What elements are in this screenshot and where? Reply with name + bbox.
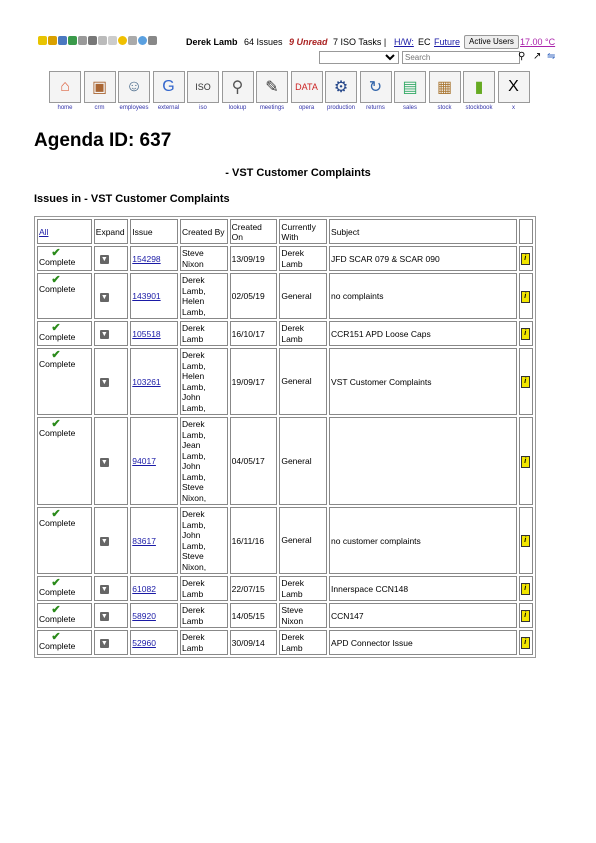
status-icons	[38, 36, 157, 45]
info-icon[interactable]: i	[521, 376, 530, 388]
toolbar-item-lookup[interactable]	[221, 71, 255, 111]
column-header-currently-with: Currently With	[279, 219, 327, 244]
stock-icon: ▦	[429, 71, 461, 103]
check-icon: ✔	[51, 508, 61, 520]
info-icon[interactable]: i	[521, 253, 530, 265]
sales-icon: ▤	[394, 71, 426, 103]
check-icon: ✔	[51, 349, 61, 361]
info-cell[interactable]	[519, 321, 533, 346]
expand-cell[interactable]	[94, 630, 129, 655]
search-scope-select[interactable]	[319, 51, 399, 64]
column-header-issue: Issue	[130, 219, 178, 244]
check-icon: ✔	[51, 631, 61, 643]
network-icon[interactable]: ⇋	[547, 51, 556, 62]
lookup-icon: ⚲	[222, 71, 254, 103]
status-label: Complete	[39, 641, 76, 651]
currently-with-cell: Steve Nixon	[279, 603, 327, 628]
issues-count[interactable]: 64 Issues	[244, 37, 283, 47]
toolbar-item-production[interactable]	[324, 71, 358, 111]
expand-cell[interactable]	[94, 246, 129, 271]
created-by-cell: Derek Lamb, Jean Lamb, John Lamb, Steve Nixon,	[180, 417, 228, 505]
expand-down-icon[interactable]: ▼	[100, 293, 108, 301]
home-icon: ⌂	[49, 71, 81, 103]
calendar-icon[interactable]	[98, 36, 107, 45]
info-icon[interactable]: i	[521, 610, 530, 622]
status-cell	[37, 603, 92, 628]
created-on-cell: 13/09/19	[230, 246, 278, 271]
globe-icon[interactable]	[68, 36, 77, 45]
subject-cell: JFD SCAR 079 & SCAR 090	[329, 246, 517, 271]
issue-link[interactable]: 52960	[132, 637, 156, 648]
expand-down-icon[interactable]: ▼	[100, 458, 108, 466]
info-cell[interactable]	[519, 630, 533, 655]
document-icon[interactable]	[108, 36, 117, 45]
check-icon: ✔	[51, 274, 61, 286]
column-header-info	[519, 219, 533, 244]
expand-down-icon[interactable]: ▼	[100, 379, 108, 386]
issue-link[interactable]: 58920	[132, 610, 156, 621]
toolbar-item-stock[interactable]	[428, 71, 462, 111]
issue-cell	[130, 630, 178, 655]
created-on-cell: 22/07/15	[230, 576, 278, 601]
subject-cell: VST Customer Complaints	[329, 348, 517, 415]
toolbar-item-external[interactable]	[152, 71, 186, 111]
issue-link[interactable]: 103261	[132, 376, 161, 387]
info-cell[interactable]	[519, 273, 533, 319]
table-row	[37, 246, 533, 271]
smiley-icon[interactable]	[118, 36, 127, 45]
expand-down-icon[interactable]: ▼	[100, 640, 108, 647]
info-cell[interactable]	[519, 507, 533, 574]
subject-cell	[329, 417, 517, 505]
issues-table	[34, 216, 536, 658]
column-header-subject: Subject	[329, 219, 517, 244]
toolbar-label: meetings	[259, 105, 285, 111]
currently-with-cell: Derek Lamb	[279, 576, 327, 601]
created-by-cell: Derek Lamb	[180, 576, 228, 601]
currently-with-cell: General	[279, 273, 327, 319]
created-on-cell: 16/11/16	[230, 507, 278, 574]
table-row	[37, 348, 533, 415]
table-row	[37, 273, 533, 319]
info-cell[interactable]	[519, 417, 533, 505]
table-row	[37, 321, 533, 346]
top-status-bar	[0, 35, 596, 49]
cloud-icon[interactable]	[138, 36, 147, 45]
check-icon: ✔	[51, 322, 61, 334]
subject-cell: Innerspace CCN148	[329, 576, 517, 601]
status-label: Complete	[39, 284, 76, 294]
all-link[interactable]: All	[39, 226, 49, 237]
tool-icon[interactable]	[128, 36, 137, 45]
created-on-cell: 14/05/15	[230, 603, 278, 628]
iso-icon: ISO	[187, 71, 219, 103]
issue-link[interactable]: 143901	[132, 291, 161, 301]
search-input[interactable]	[402, 51, 520, 64]
info-cell[interactable]	[519, 246, 533, 271]
created-by-cell: Derek Lamb, Helen Lamb,	[180, 273, 228, 319]
status-label: Complete	[39, 257, 76, 267]
issue-link[interactable]: 94017	[132, 456, 156, 466]
currently-with-cell: Derek Lamb	[279, 630, 327, 655]
status-label: Complete	[39, 614, 76, 624]
status-cell	[37, 576, 92, 601]
temperature-link[interactable]: 17.00 °C	[520, 37, 556, 47]
expand-cell[interactable]	[94, 348, 129, 415]
table-row	[37, 507, 533, 574]
issue-cell	[130, 273, 178, 319]
info-icon[interactable]: i	[521, 583, 530, 595]
issue-cell	[130, 576, 178, 601]
status-cell	[37, 507, 92, 574]
upload-icon[interactable]	[148, 36, 157, 45]
subject-cell: APD Connector Issue	[329, 630, 517, 655]
production-icon: ⚙	[325, 71, 357, 103]
info-cell[interactable]	[519, 576, 533, 601]
expand-cell[interactable]	[94, 417, 129, 505]
toolbar-label: returns	[366, 105, 385, 111]
column-header-all[interactable]	[37, 219, 92, 244]
currently-with-cell: Derek Lamb	[279, 246, 327, 271]
status-label: Complete	[39, 428, 76, 438]
current-user: Derek Lamb	[186, 37, 238, 47]
x-icon: X	[498, 71, 530, 103]
meetings-icon: ✎	[256, 71, 288, 103]
toolbar-item-iso[interactable]	[186, 71, 220, 111]
toolbar-label: lookup	[228, 105, 247, 111]
crm-icon: ▣	[84, 71, 116, 103]
check-icon: ✔	[51, 577, 61, 589]
toolbar-item-employees[interactable]	[117, 71, 151, 111]
table-header-row	[37, 219, 533, 244]
expand-down-icon[interactable]: ▼	[100, 538, 108, 545]
warning-icon[interactable]	[38, 36, 47, 45]
external-link-icon[interactable]: ↗	[533, 51, 542, 62]
status-label: Complete	[39, 518, 76, 528]
status-cell	[37, 348, 92, 415]
created-on-cell: 02/05/19	[230, 273, 278, 319]
active-users-button[interactable]: Active Users	[464, 35, 519, 49]
status-cell	[37, 273, 92, 319]
issue-cell	[130, 321, 178, 346]
expand-down-icon[interactable]: ▼	[100, 613, 108, 620]
returns-icon: ↻	[360, 71, 392, 103]
column-header-created-by: Created By	[180, 219, 228, 244]
created-by-cell: Derek Lamb	[180, 630, 228, 655]
created-by-cell: Derek Lamb, Helen Lamb, John Lamb,	[180, 348, 228, 415]
toolbar-label: employees	[119, 105, 149, 111]
expand-down-icon[interactable]: ▼	[100, 256, 108, 263]
expand-cell[interactable]	[94, 603, 129, 628]
status-cell	[37, 630, 92, 655]
column-header-expand: Expand	[94, 219, 129, 244]
issue-link[interactable]: 154298	[132, 253, 161, 264]
issue-link[interactable]: 83617	[132, 535, 156, 546]
currently-with-cell: Derek Lamb	[279, 321, 327, 346]
employees-icon: ☺	[118, 71, 150, 103]
created-on-cell: 19/09/17	[230, 348, 278, 415]
toolbar-label: stock	[437, 105, 452, 111]
toolbar-item-stockbook[interactable]	[462, 71, 496, 111]
info-icon[interactable]: i	[521, 637, 530, 649]
currently-with-cell: General	[279, 348, 327, 415]
issue-link[interactable]: 105518	[132, 328, 161, 339]
column-header-created-on: Created On	[230, 219, 278, 244]
issue-cell	[130, 603, 178, 628]
status-label: Complete	[39, 332, 76, 342]
toolbar-label: opera	[298, 105, 315, 111]
table-row	[37, 603, 533, 628]
issues-heading: Issues in - VST Customer Complaints	[34, 193, 230, 205]
status-label: Complete	[39, 587, 76, 597]
currently-with-cell: General	[279, 417, 327, 505]
table-row	[37, 630, 533, 655]
issue-cell	[130, 246, 178, 271]
toolbar-label: stockbook	[465, 105, 493, 111]
search-icon[interactable]: ⚲	[518, 51, 526, 62]
settings-icon[interactable]	[88, 36, 97, 45]
hw-link[interactable]: H/W:	[394, 37, 414, 47]
toolbar-item-opera[interactable]	[290, 71, 324, 111]
subject-cell: CCN147	[329, 603, 517, 628]
toolbar-label: external	[157, 105, 180, 111]
subject-cell: no complaints	[329, 273, 517, 319]
created-by-cell: Derek Lamb	[180, 321, 228, 346]
toolbar-item-meetings[interactable]	[255, 71, 289, 111]
info-icon[interactable]: i	[521, 456, 530, 468]
created-by-cell: Derek Lamb	[180, 603, 228, 628]
expand-cell[interactable]	[94, 321, 129, 346]
created-by-cell: Steve Nixon	[180, 246, 228, 271]
info-icon[interactable]: i	[521, 535, 530, 547]
info-icon[interactable]: i	[521, 291, 530, 303]
toolbar-label: crm	[94, 105, 105, 111]
toolbar-label: sales	[402, 105, 417, 111]
created-on-cell: 30/09/14	[230, 630, 278, 655]
unread-count[interactable]: 9 Unread	[289, 37, 328, 47]
pin-icon[interactable]	[78, 36, 87, 45]
agenda-subtitle: - VST Customer Complaints	[225, 167, 371, 179]
info-cell[interactable]	[519, 603, 533, 628]
info-cell[interactable]	[519, 348, 533, 415]
info-icon[interactable]: i	[521, 328, 530, 340]
page-title: Agenda ID: 637	[34, 130, 172, 151]
status-cell	[37, 246, 92, 271]
toolbar-item-x[interactable]	[497, 71, 531, 111]
check-icon: ✔	[51, 604, 61, 616]
toolbar-label: home	[57, 105, 73, 111]
toolbar-item-crm[interactable]	[83, 71, 117, 111]
toolbar-item-returns[interactable]	[359, 71, 393, 111]
hw-value: EC	[418, 37, 431, 47]
expand-down-icon[interactable]: ▼	[100, 586, 108, 593]
currently-with-cell: General	[279, 507, 327, 574]
expand-down-icon[interactable]: ▼	[100, 331, 108, 338]
expand-cell[interactable]	[94, 507, 129, 574]
created-on-cell: 16/10/17	[230, 321, 278, 346]
check-icon: ✔	[51, 418, 61, 430]
toolbar-label: iso	[199, 105, 207, 111]
toolbar-label: production	[326, 105, 356, 111]
refresh-icon[interactable]	[58, 36, 67, 45]
subject-cell: CCR151 APD Loose Caps	[329, 321, 517, 346]
status-cell	[37, 321, 92, 346]
status-label: Complete	[39, 359, 76, 369]
award-icon[interactable]	[48, 36, 57, 45]
toolbar-label: x	[512, 105, 515, 111]
issue-cell	[130, 417, 178, 505]
external-icon: G	[153, 71, 185, 103]
expand-cell[interactable]	[94, 273, 129, 319]
status-cell	[37, 417, 92, 505]
check-icon: ✔	[51, 247, 61, 259]
table-row	[37, 576, 533, 601]
iso-tasks-count[interactable]: 7 ISO Tasks |	[333, 37, 387, 47]
issue-cell	[130, 348, 178, 415]
table-row	[37, 417, 533, 505]
subject-cell: no customer complaints	[329, 507, 517, 574]
future-link[interactable]: Future	[434, 37, 461, 47]
issue-cell	[130, 507, 178, 574]
toolbar-item-home[interactable]	[48, 71, 82, 111]
opera-icon: DATA	[291, 71, 323, 103]
created-on-cell: 04/05/17	[230, 417, 278, 505]
stockbook-icon: ▮	[463, 71, 495, 103]
created-by-cell: Derek Lamb, John Lamb, Steve Nixon,	[180, 507, 228, 574]
toolbar-item-sales[interactable]	[393, 71, 427, 111]
expand-cell[interactable]	[94, 576, 129, 601]
issue-link[interactable]: 61082	[132, 583, 156, 594]
